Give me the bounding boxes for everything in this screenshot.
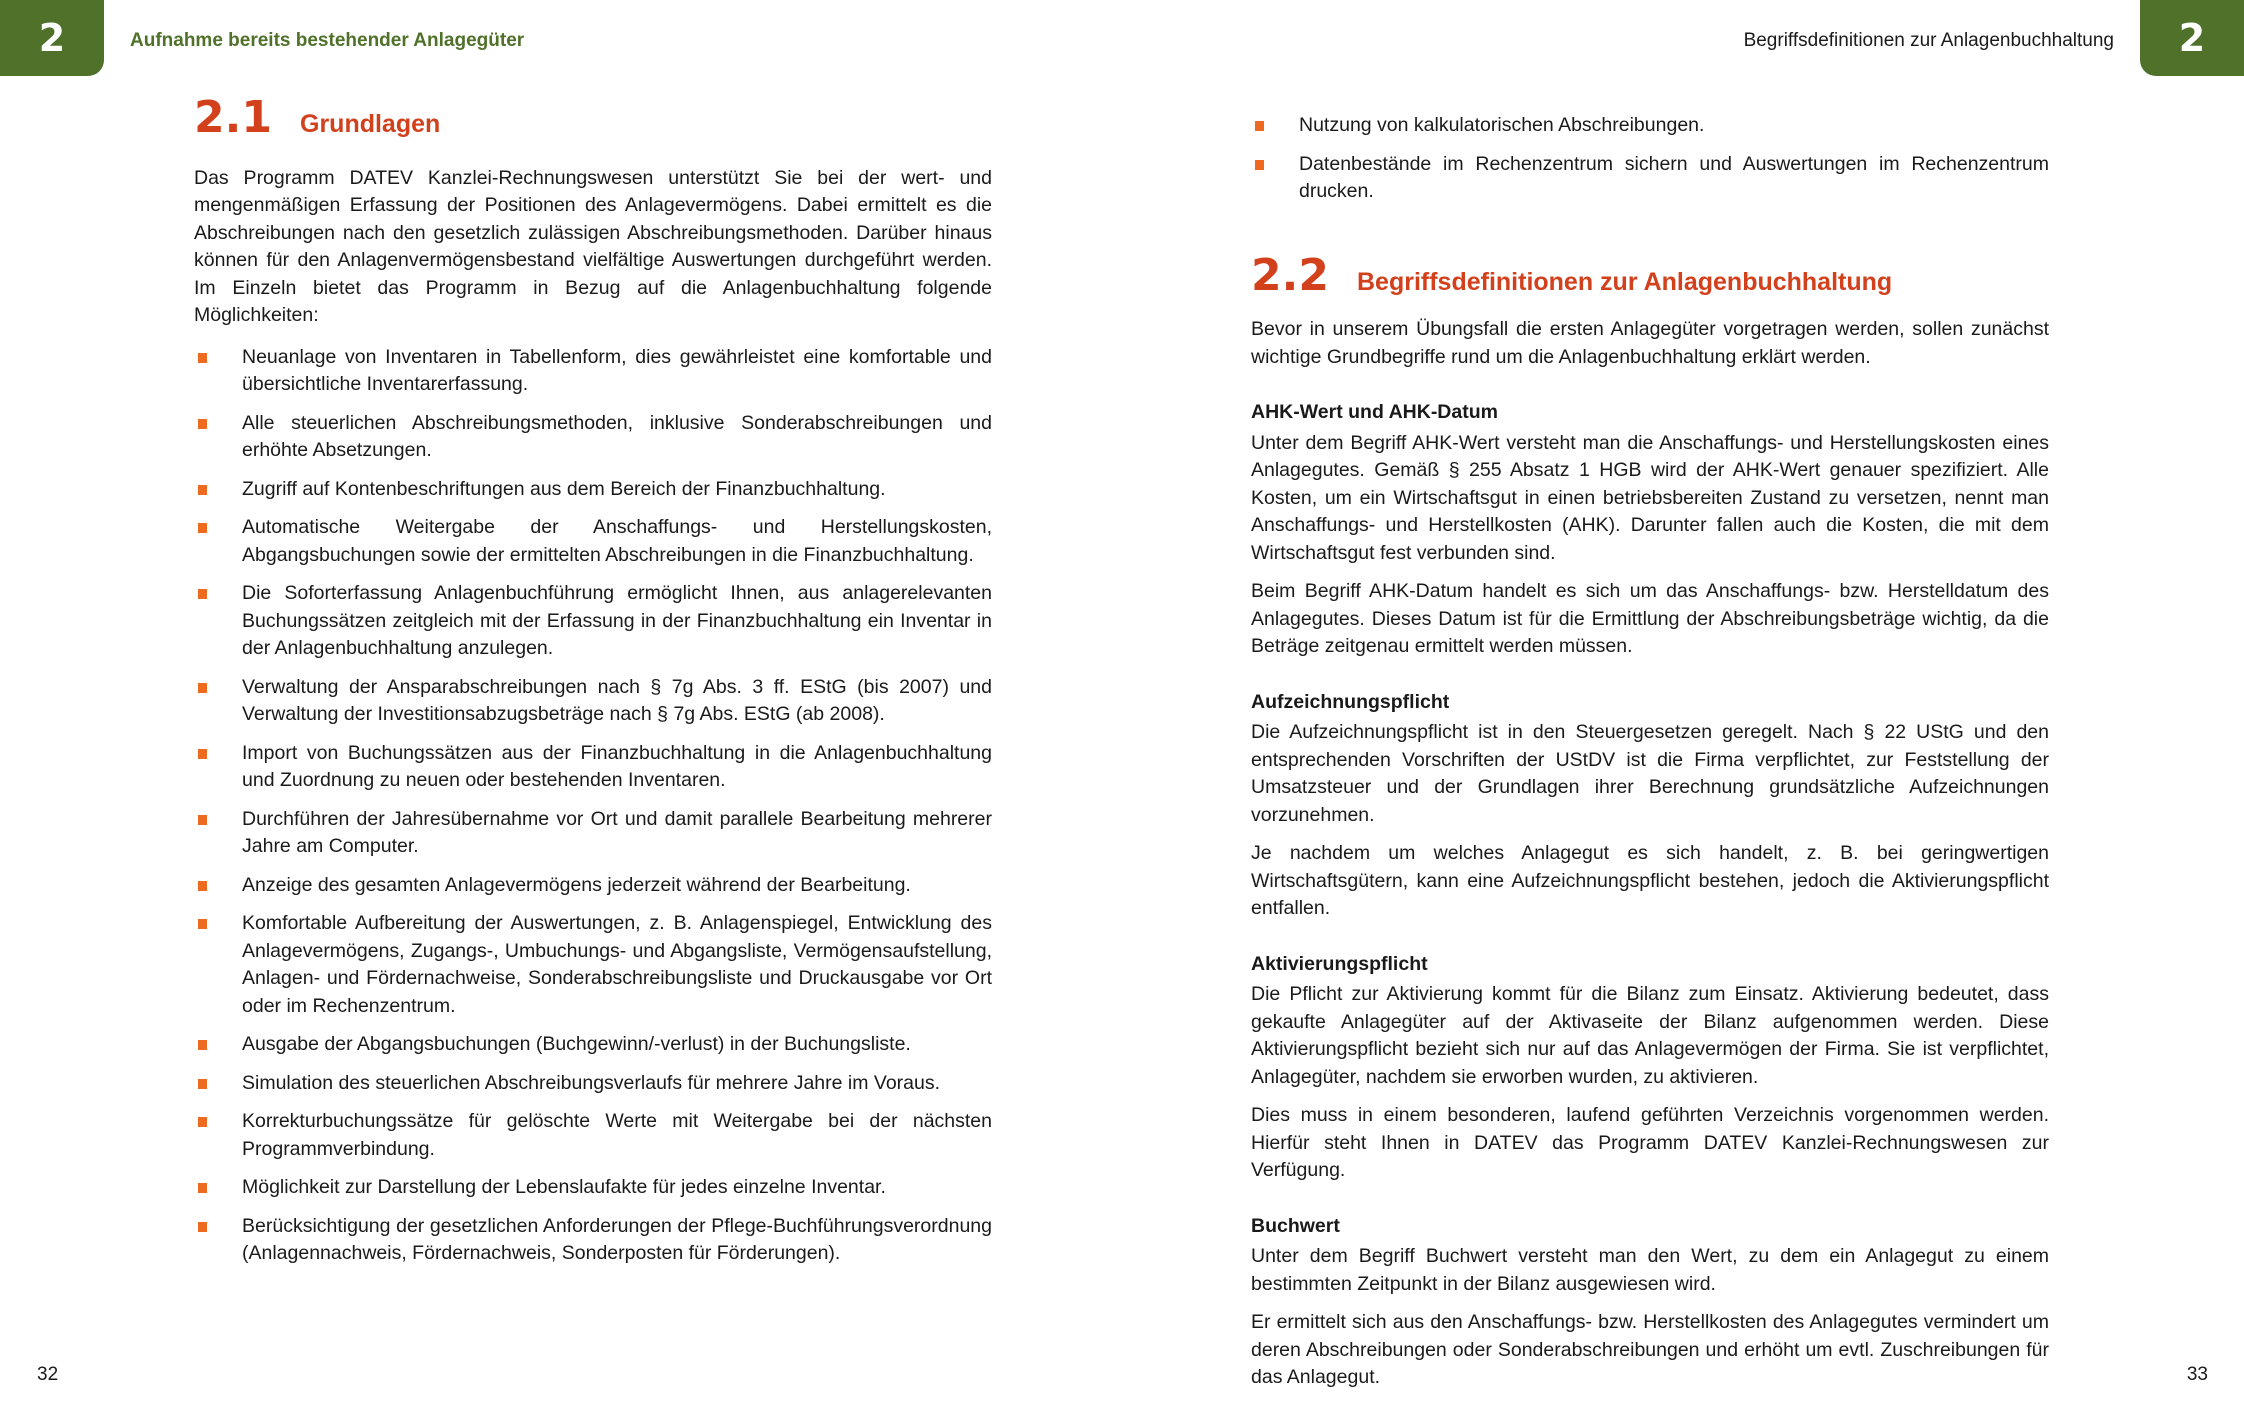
term-paragraph: Er ermittelt sich aus den Anschaffungs- bzw. Herstellkosten des Anlagegutes vermindert um deren Abschreibungen oder Sonderabschreibungen und erhöht um evtl. Zuschreibungen für das Anlagegut.	[1251, 1311, 2049, 1388]
list-item-text: Die Soforterfassung Anlagenbuchführung ermöglicht Ihnen, aus anlagerelevanten Buchungssätzen zeitgleich mit der Erfassung in der Finanzbuchhaltung ein Inventar in der Anlagenbuchhaltung anzulegen.	[242, 582, 992, 659]
square-bullet-icon	[198, 523, 207, 533]
list-item-text: Datenbestände im Rechenzentrum sichern und Auswertungen im Rechenzentrum drucken.	[1299, 152, 2049, 202]
list-item	[194, 806, 992, 861]
square-bullet-icon	[1255, 160, 1264, 170]
square-bullet-icon	[198, 683, 207, 693]
square-bullet-icon	[198, 881, 207, 891]
section-heading-2-1	[194, 92, 992, 143]
list-item-text: Berücksichtigung der gesetzlichen Anforderungen der Pflege-Buchführungsverordnung (Anlagennachweis, Fördernachweis, Sonderposten für Förderungen).	[242, 1214, 992, 1264]
square-bullet-icon	[198, 353, 207, 363]
section-number: 2.2	[1251, 249, 1329, 301]
term-paragraph: Die Aufzeichnungspflicht ist in den Steuergesetzen geregelt. Nach § 22 UStG und den entsprechenden Vorschriften der UStDV ist die Firma verpflichtet, zur Feststellung der Umsatzsteuer und der Grundlagen ihrer Berechnung grundsätzliche Aufzeichnungen vorzunehmen.	[1251, 721, 2049, 826]
list-item-text: Zugriff auf Kontenbeschriftungen aus dem Bereich der Finanzbuchhaltung.	[242, 477, 886, 500]
square-bullet-icon	[198, 1183, 207, 1193]
square-bullet-icon	[198, 1040, 207, 1050]
list-item-text: Korrekturbuchungssätze für gelöschte Werte mit Weitergabe bei der nächsten Programmverbindung.	[242, 1110, 992, 1160]
list-item-text: Verwaltung der Ansparabschreibungen nach § 7g Abs. 3 ff. EStG (bis 2007) und Verwaltung der Investitionsabzugsbeträge nach § 7g Abs. EStG (ab 2008).	[242, 675, 992, 725]
page-number-left: 32	[37, 1364, 59, 1385]
list-item-text: Möglichkeit zur Darstellung der Lebenslaufakte für jedes einzelne Inventar.	[242, 1176, 886, 1198]
chapter-tab-right: 2	[2140, 0, 2244, 76]
list-item-text: Anzeige des gesamten Anlagevermögens jederzeit während der Bearbeitung.	[242, 873, 911, 896]
term-paragraph: Dies muss in einem besonderen, laufend geführten Verzeichnis vorgenommen werden. Hierfür steht Ihnen in DATEV das Programm DATEV Kanzlei-Rechnungswesen zur Verfügung.	[1251, 1104, 2049, 1181]
square-bullet-icon	[198, 815, 207, 825]
chapter-tab-left: 2	[0, 0, 104, 76]
term-paragraph: Beim Begriff AHK-Datum handelt es sich um das Anschaffungs- bzw. Herstelldatum des Anlagegutes. Dieses Datum ist für die Ermittlung der Abschreibungsbeträge wichtig, da die Beträge zeitgenau ermittelt werden müssen.	[1251, 580, 2049, 657]
list-item	[194, 1031, 992, 1059]
square-bullet-icon	[198, 919, 207, 929]
left-page-column	[194, 0, 992, 1279]
section-number: 2.1	[194, 92, 272, 143]
page-number-right: 33	[2186, 1364, 2208, 1385]
right-page-column	[1251, 0, 2049, 1392]
intro-paragraph: Bevor in unserem Übungsfall die ersten Anlagegüter vorgetragen werden, sollen zunächst wichtige Grundbegriffe rund um die Anlagenbuchhaltung erklärt werden.	[1251, 318, 2049, 368]
square-bullet-icon	[1255, 121, 1264, 131]
list-item-text: Durchführen der Jahresübernahme vor Ort und damit parallele Bearbeitung mehrerer Jahre am Computer.	[242, 807, 992, 857]
list-item-text: Ausgabe der Abgangsbuchungen (Buchgewinn/-verlust) in der Buchungsliste.	[242, 1033, 911, 1055]
list-item	[194, 410, 992, 465]
list-item	[194, 514, 992, 569]
list-item	[194, 1174, 992, 1202]
square-bullet-icon	[198, 1117, 207, 1127]
list-item	[194, 910, 992, 1020]
list-item	[194, 476, 992, 504]
list-item	[1251, 151, 2049, 206]
list-item	[194, 1213, 992, 1268]
list-item-text: Automatische Weitergabe der Anschaffungs- und Herstellungskosten, Abgangsbuchungen sowie der ermittelten Abschreibungen in die Finanzbuchhaltung.	[242, 516, 992, 566]
term-heading: Aufzeichnungspflicht	[1251, 690, 1450, 713]
term-paragraph: Unter dem Begriff AHK-Wert versteht man die Anschaffungs- und Herstellungskosten eines Anlagegutes. Gemäß § 255 Absatz 1 HGB wird der AHK-Wert genauer spezifiziert. Alle Kosten, um ein Wirtschaftsgut in einen betriebsbereiten Zustand zu versetzen, nennt man Anschaffungs- und Herstellkosten (AHK). Darunter fallen auch die Kosten, die mit dem Wirtschaftsgut fest verbunden sind.	[1251, 431, 2049, 564]
square-bullet-icon	[198, 1079, 207, 1089]
list-item	[194, 1108, 992, 1163]
square-bullet-icon	[198, 589, 207, 599]
term-heading: Buchwert	[1251, 1214, 1340, 1237]
feature-list	[194, 344, 992, 1268]
list-item	[194, 580, 992, 663]
intro-paragraph: Das Programm DATEV Kanzlei-Rechnungswesen unterstützt Sie bei der wert- und mengenmäßigen Erfassung der Positionen des Anlagevermögens. Dabei ermittelt es die Abschreibungen nach den gesetzlich zulässigen Abschreibungsmethoden. Darüber hinaus können für den Anlagenvermögensbestand vielfältige Auswertungen durchgeführt werden. Im Einzeln bietet das Programm in Bezug auf die Anlagenbuchhaltung folgende Möglichkeiten:	[194, 166, 992, 326]
list-item-text: Neuanlage von Inventaren in Tabellenform, dies gewährleistet eine komfortable und übersichtliche Inventarerfassung.	[242, 345, 992, 395]
term-paragraph: Die Pflicht zur Aktivierung kommt für die Bilanz zum Einsatz. Aktivierung bedeutet, dass gekaufte Anlagegüter auf der Aktivaseite der Bilanz aufgenommen werden. Diese Aktivierungspflicht bezieht sich nur auf das Anlagevermögen der Firma. Sie ist verpflichtet, Anlagegüter, nachdem sie erworben wurden, zu aktivieren.	[1251, 983, 2049, 1088]
list-item-text: Simulation des steuerlichen Abschreibungsverlaufs für mehrere Jahre im Voraus.	[242, 1071, 941, 1094]
square-bullet-icon	[198, 1222, 207, 1232]
square-bullet-icon	[198, 485, 207, 495]
term-heading: AHK-Wert und AHK-Datum	[1251, 401, 1498, 423]
list-item	[194, 344, 992, 399]
term-definitions	[1251, 399, 2049, 1392]
running-title-left: Aufnahme bereits bestehender Anlagegüter	[130, 30, 525, 51]
running-title-right: Begriffsdefinitionen zur Anlagenbuchhaltung	[1743, 30, 2114, 51]
section-title: Begriffsdefinitionen zur Anlagenbuchhaltung	[1357, 267, 1893, 296]
list-item	[194, 1070, 992, 1098]
square-bullet-icon	[198, 419, 207, 429]
section-heading-2-2	[1251, 249, 2049, 301]
list-item-text: Import von Buchungssätzen aus der Finanzbuchhaltung in die Anlagenbuchhaltung und Zuordnung zu neuen oder bestehenden Inventaren.	[242, 741, 992, 791]
term-paragraph: Unter dem Begriff Buchwert versteht man den Wert, zu dem ein Anlagegut zu einem bestimmten Zeitpunkt in der Bilanz ausgewiesen wird.	[1251, 1245, 2049, 1295]
list-item	[1251, 112, 2049, 140]
list-item	[194, 740, 992, 795]
feature-list-continued	[1251, 112, 2049, 206]
list-item-text: Nutzung von kalkulatorischen Abschreibungen.	[1299, 114, 1705, 136]
list-item-text: Alle steuerlichen Abschreibungsmethoden, inklusive Sonderabschreibungen und erhöhte Absetzungen.	[242, 411, 992, 461]
square-bullet-icon	[198, 749, 207, 759]
list-item-text: Komfortable Aufbereitung der Auswertungen, z. B. Anlagenspiegel, Entwicklung des Anlagevermögens, Zugangs-, Umbuchungs- und Abgangsliste, Vermögensaufstellung, Anlagen- und Fördernachweise, Sonderabschreibungsliste und Druckausgabe vor Ort oder im Rechenzentrum.	[242, 912, 992, 1017]
list-item	[194, 872, 992, 900]
section-title: Grundlagen	[300, 110, 441, 138]
list-item	[194, 674, 992, 729]
term-heading: Aktivierungspflicht	[1251, 952, 1428, 975]
term-paragraph: Je nachdem um welches Anlagegut es sich handelt, z. B. bei geringwertigen Wirtschaftsgütern, kann eine Aufzeichnungspflicht bestehen, jedoch die Aktivierungspflicht entfallen.	[1251, 842, 2049, 919]
